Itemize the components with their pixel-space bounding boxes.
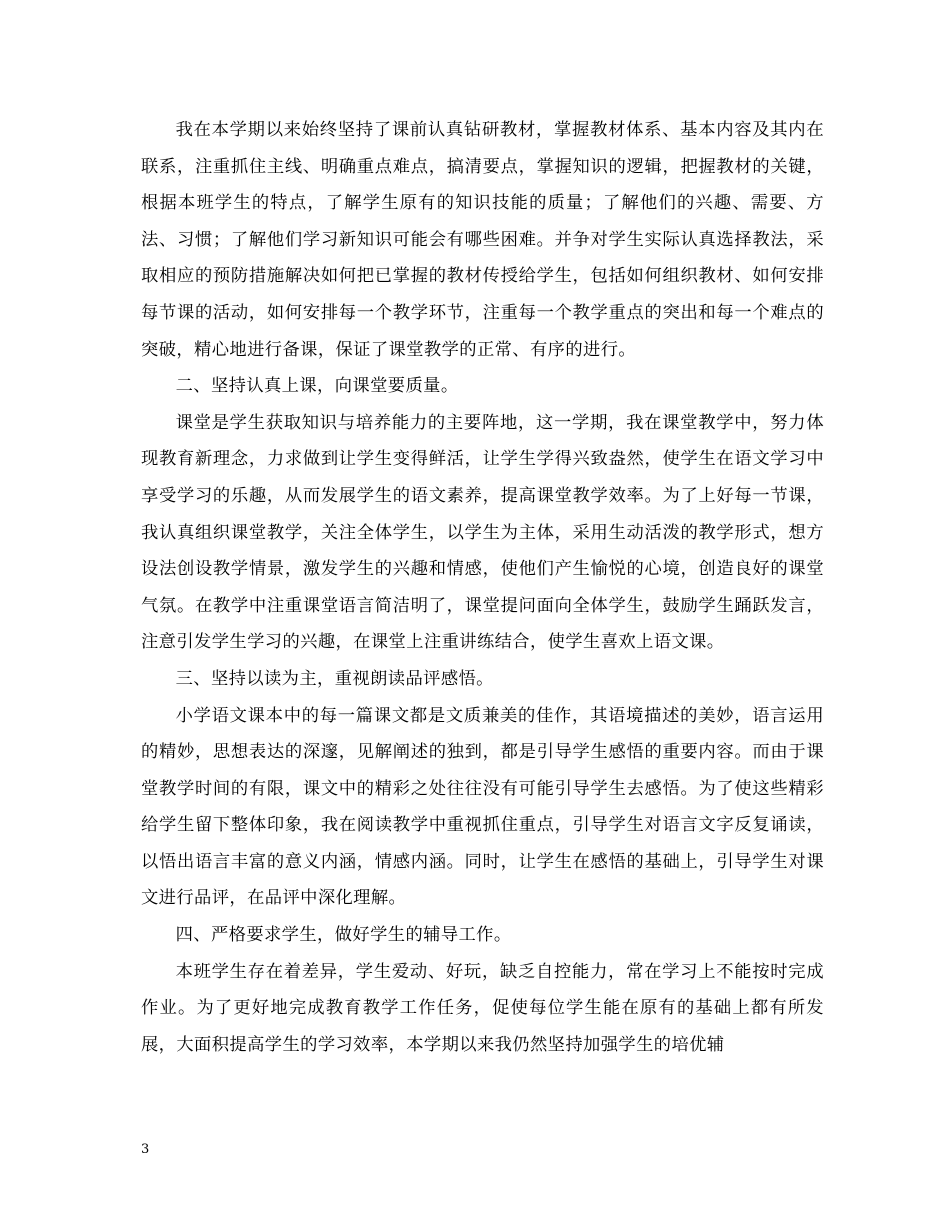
- section-heading-student-tutoring: 四、严格要求学生，做好学生的辅导工作。: [175, 925, 512, 946]
- paragraph-lesson-preparation: 我在本学期以来始终坚持了课前认真钻研教材，掌握教材体系、基本内容及其内在联系，注重抓住主线、明确重点难点，搞清要点，掌握知识的逻辑，把握教材的关键，根据本班学生的特点，了解学生原有的知识技能的质量；了解他们的兴趣、需要、方法、习惯；了解他们学习新知识可能会有哪些困难。并争对学生实际认真选择教法，采取相应的预防措施解决如何把已掌握的教材传授给学生，包括如何组织教材、如何安排每节课的活动，如何安排每一个教学环节，注重每一个教学重点的突出和每一个难点的突破，精心地进行备课，保证了课堂教学的正常、有序的进行。: [141, 120, 824, 360]
- section-heading-reading-focus: 三、坚持以读为主，重视朗读品评感悟。: [175, 668, 494, 689]
- paragraph-classroom-teaching: 课堂是学生获取知识与培养能力的主要阵地，这一学期，我在课堂教学中，努力体现教育新理念，力求做到让学生变得鲜活，让学生学得兴致盎然，使学生在语文学习中享受学习的乐趣，从而发展学生的语文素养，提高课堂教学效率。为了上好每一节课，我认真组织课堂教学，关注全体学生，以学生为主体，采用生动活泼的教学形式，想方设法创设教学情景，激发学生的兴趣和情感，使他们产生愉悦的心境，创造良好的课堂气氛。在教学中注重课堂语言简洁明了，课堂提问面向全体学生，鼓励学生踊跃发言，注意引发学生学习的兴趣，在课堂上注重讲练结合，使学生喜欢上语文课。: [141, 412, 824, 653]
- paragraph-student-tutoring: 本班学生存在着差异，学生爱动、好玩，缺乏自控能力，常在学习上不能按时完成作业。为了更好地完成教育教学工作任务，促使每位学生能在原有的基础上都有所发展，大面积提高学生的学习效率，本学期以来我仍然坚持加强学生的培优辅: [141, 961, 824, 1055]
- paragraph-reading-appreciation: 小学语文课本中的每一篇课文都是文质兼美的佳作，其语境描述的美妙，语言运用的精妙，思想表达的深邃，见解阐述的独到，都是引导学生感悟的重要内容。而由于课堂教学时间的有限，课文中的精彩之处往往没有可能引导学生去感悟。为了使这些精彩给学生留下整体印象，我在阅读教学中重视抓住重点，引导学生对语言文字反复诵读，以悟出语言丰富的意义内涵，情感内涵。同时，让学生在感悟的基础上，引导学生对课文进行品评，在品评中深化理解。: [141, 705, 824, 909]
- page-number: 3: [141, 1142, 150, 1157]
- document-body: [141, 112, 824, 1063]
- section-heading-class-quality: 二、坚持认真上课，向课堂要质量。: [175, 376, 459, 397]
